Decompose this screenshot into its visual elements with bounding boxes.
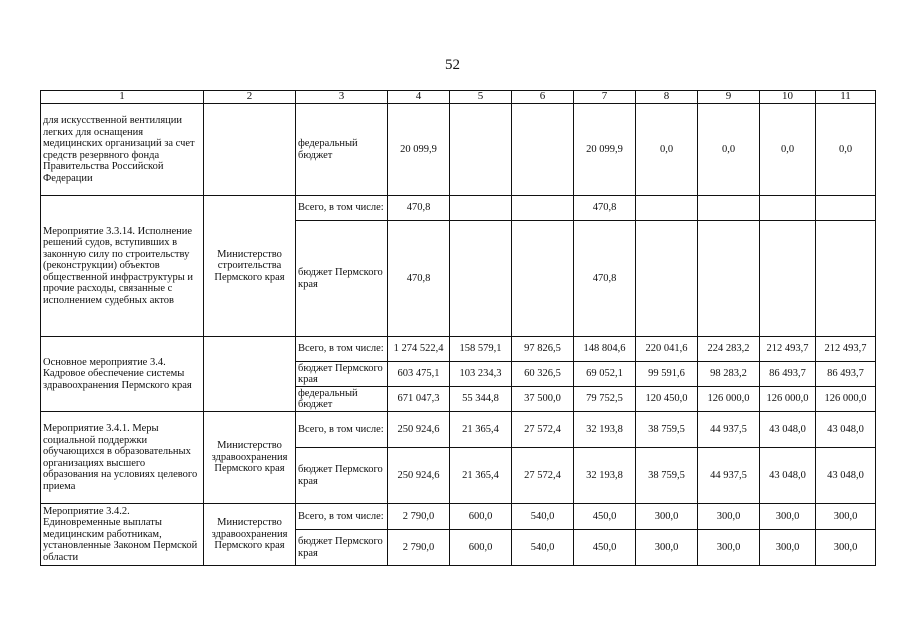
activity-description: Мероприятие 3.3.14. Исполнение решений судов, вступивших в законную силу по строительству (реконструкции) объектов общественной инфраструктуры и прочие расходы, связанные с исполнением судебных актов (41, 196, 204, 337)
value-col-4: 1 274 522,4 (388, 337, 450, 362)
value-col-5 (450, 221, 512, 337)
value-col-6: 60 326,5 (512, 362, 574, 387)
value-col-8: 38 759,5 (636, 448, 698, 504)
funding-source: Всего, в том числе: (296, 412, 388, 448)
funding-source: Всего, в том числе: (296, 196, 388, 221)
value-col-9: 44 937,5 (698, 412, 760, 448)
value-col-4: 2 790,0 (388, 530, 450, 566)
value-col-11: 300,0 (816, 530, 876, 566)
table-row (41, 504, 876, 530)
value-col-8: 120 450,0 (636, 387, 698, 412)
value-col-10: 86 493,7 (760, 362, 816, 387)
value-col-8: 99 591,6 (636, 362, 698, 387)
value-col-8: 300,0 (636, 504, 698, 530)
funding-source: бюджет Пермского края (296, 530, 388, 566)
table-row (41, 412, 876, 448)
executor-cell: Министерство здравоохранения Пермского края (204, 504, 296, 566)
activity-description: Мероприятие 3.4.1. Меры социальной поддержки обучающихся в образовательных организациях высшего образования на условиях целевого приема (41, 412, 204, 504)
activity-description: Мероприятие 3.4.2. Единовременные выплаты медицинским работникам, установленные Законом Пермской области (41, 504, 204, 566)
value-col-5 (450, 104, 512, 196)
header-col-10: 10 (760, 91, 816, 104)
value-col-9 (698, 221, 760, 337)
value-col-4: 2 790,0 (388, 504, 450, 530)
value-col-5: 21 365,4 (450, 412, 512, 448)
value-col-11 (816, 221, 876, 337)
value-col-6: 27 572,4 (512, 448, 574, 504)
value-col-5: 55 344,8 (450, 387, 512, 412)
value-col-5: 21 365,4 (450, 448, 512, 504)
activity-description: для искусственной вентиляции легких для оснащения медицинских организаций за счет средств резервного фонда Правительства Российской Федерации (41, 104, 204, 196)
value-col-7: 32 193,8 (574, 448, 636, 504)
page-number: 52 (445, 57, 460, 73)
funding-source: федеральный бюджет (296, 104, 388, 196)
funding-source: бюджет Пермского края (296, 448, 388, 504)
value-col-9: 300,0 (698, 504, 760, 530)
value-col-10: 300,0 (760, 504, 816, 530)
value-col-11: 126 000,0 (816, 387, 876, 412)
budget-table (40, 90, 876, 566)
value-col-10: 43 048,0 (760, 412, 816, 448)
header-row (41, 91, 876, 104)
value-col-8: 0,0 (636, 104, 698, 196)
value-col-6 (512, 104, 574, 196)
value-col-7: 450,0 (574, 504, 636, 530)
value-col-9: 44 937,5 (698, 448, 760, 504)
value-col-4: 671 047,3 (388, 387, 450, 412)
funding-source: Всего, в том числе: (296, 337, 388, 362)
header-col-3: 3 (296, 91, 388, 104)
value-col-7: 450,0 (574, 530, 636, 566)
value-col-9: 98 283,2 (698, 362, 760, 387)
value-col-10 (760, 196, 816, 221)
value-col-5: 158 579,1 (450, 337, 512, 362)
funding-source: Всего, в том числе: (296, 504, 388, 530)
value-col-7: 69 052,1 (574, 362, 636, 387)
value-col-6: 540,0 (512, 504, 574, 530)
value-col-6: 540,0 (512, 530, 574, 566)
header-col-4: 4 (388, 91, 450, 104)
value-col-9: 126 000,0 (698, 387, 760, 412)
value-col-9: 300,0 (698, 530, 760, 566)
value-col-10: 212 493,7 (760, 337, 816, 362)
executor-cell: Министерство строительства Пермского края (204, 196, 296, 337)
funding-source: бюджет Пермского края (296, 362, 388, 387)
table-row (41, 196, 876, 221)
value-col-6: 27 572,4 (512, 412, 574, 448)
value-col-4: 603 475,1 (388, 362, 450, 387)
header-col-8: 8 (636, 91, 698, 104)
value-col-6: 37 500,0 (512, 387, 574, 412)
value-col-10: 300,0 (760, 530, 816, 566)
value-col-4: 250 924,6 (388, 448, 450, 504)
value-col-6: 97 826,5 (512, 337, 574, 362)
value-col-8: 38 759,5 (636, 412, 698, 448)
value-col-8: 220 041,6 (636, 337, 698, 362)
executor-cell (204, 337, 296, 412)
value-col-4: 470,8 (388, 221, 450, 337)
value-col-11: 43 048,0 (816, 448, 876, 504)
executor-cell (204, 104, 296, 196)
header-col-1: 1 (41, 91, 204, 104)
value-col-5: 600,0 (450, 530, 512, 566)
value-col-10 (760, 221, 816, 337)
value-col-11: 212 493,7 (816, 337, 876, 362)
header-col-9: 9 (698, 91, 760, 104)
value-col-4: 250 924,6 (388, 412, 450, 448)
value-col-6 (512, 196, 574, 221)
value-col-5: 600,0 (450, 504, 512, 530)
value-col-8 (636, 196, 698, 221)
value-col-7: 470,8 (574, 196, 636, 221)
value-col-4: 470,8 (388, 196, 450, 221)
value-col-10: 126 000,0 (760, 387, 816, 412)
value-col-9 (698, 196, 760, 221)
value-col-9: 0,0 (698, 104, 760, 196)
value-col-7: 20 099,9 (574, 104, 636, 196)
value-col-7: 148 804,6 (574, 337, 636, 362)
activity-description: Основное мероприятие 3.4. Кадровое обеспечение системы здравоохранения Пермского края (41, 337, 204, 412)
executor-cell: Министерство здравоохранения Пермского края (204, 412, 296, 504)
value-col-6 (512, 221, 574, 337)
header-col-6: 6 (512, 91, 574, 104)
value-col-11: 300,0 (816, 504, 876, 530)
header-col-11: 11 (816, 91, 876, 104)
header-col-2: 2 (204, 91, 296, 104)
value-col-8 (636, 221, 698, 337)
value-col-7: 470,8 (574, 221, 636, 337)
value-col-11: 86 493,7 (816, 362, 876, 387)
value-col-5: 103 234,3 (450, 362, 512, 387)
funding-source: бюджет Пермского края (296, 221, 388, 337)
table-row (41, 104, 876, 196)
value-col-4: 20 099,9 (388, 104, 450, 196)
header-col-5: 5 (450, 91, 512, 104)
value-col-10: 43 048,0 (760, 448, 816, 504)
value-col-10: 0,0 (760, 104, 816, 196)
value-col-11: 43 048,0 (816, 412, 876, 448)
value-col-7: 32 193,8 (574, 412, 636, 448)
table-row (41, 337, 876, 362)
value-col-11: 0,0 (816, 104, 876, 196)
value-col-8: 300,0 (636, 530, 698, 566)
value-col-9: 224 283,2 (698, 337, 760, 362)
value-col-7: 79 752,5 (574, 387, 636, 412)
funding-source: федеральный бюджет (296, 387, 388, 412)
header-col-7: 7 (574, 91, 636, 104)
value-col-11 (816, 196, 876, 221)
value-col-5 (450, 196, 512, 221)
